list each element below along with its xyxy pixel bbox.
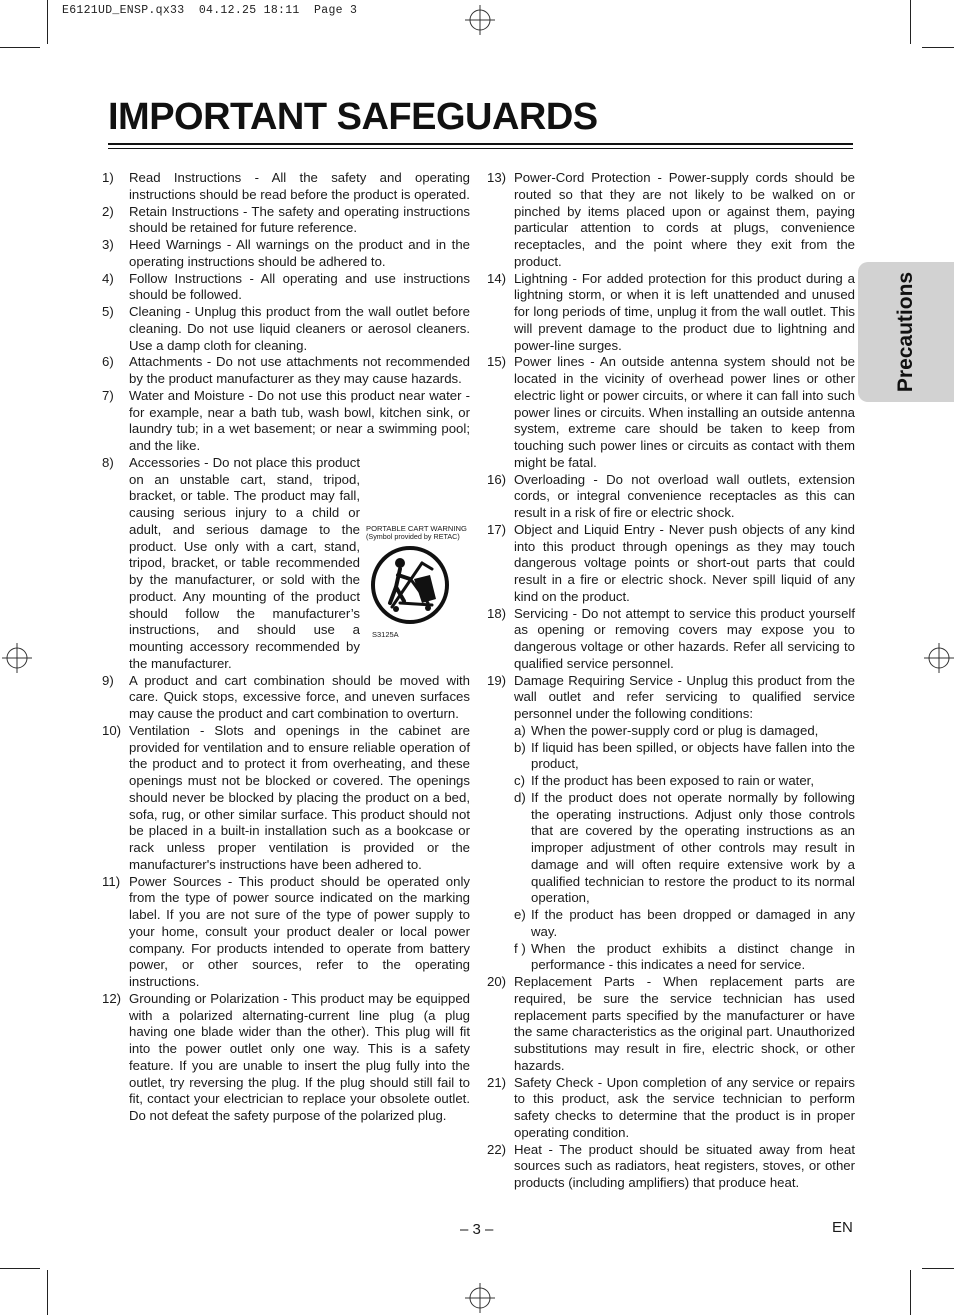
crop-mark [47, 0, 48, 44]
crop-mark [922, 47, 954, 48]
right-column [487, 170, 855, 1192]
page-number: – 3 – [460, 1221, 494, 1238]
title-rule-thick [108, 143, 853, 145]
registration-mark-icon [465, 5, 495, 35]
section-tab-precautions [858, 262, 954, 402]
tipping-cart-icon [370, 545, 450, 625]
crop-mark [922, 1268, 954, 1269]
cart-warning-subtitle: (Symbol provided by RETAC) [366, 532, 460, 542]
condition-item-d: d) If the product does not operate normally by following the operating instructions. Adjust only those controls that are covered by the operating instructions as an improper adjustment of other controls may result in damage and will often require extensive work by a qualified technician to restore the product to its normal operation, [514, 789, 855, 906]
condition-item-e: e) If the product has been dropped or damaged in any way. [514, 907, 855, 939]
safeguard-item-8: 8) PORTABLE CART WARNING (Symbol provided by RETAC) S3125A Accessories - Do not place this product on an unstable cart, stand, tripod, bracket, or table. The product may fall, causing serious injury to a child or adult, and serious damage to the product. Use only with a cart, stand, tripod, bracket, or table recommended by the manufacturer, or sold with the product. Any mounting of the product should follow the manufacturer’s instructions, and should use a mounting accessory recommended by the manufacturer. [102, 455, 470, 673]
section-tab-label: Precautions [894, 271, 917, 393]
registration-mark-icon [465, 1283, 495, 1313]
condition-item-c: c) If the product has been exposed to rain or water, [514, 773, 814, 788]
safeguard-item-12: 12) Grounding or Polarization - This product may be equipped with a polarized alternating-current line plug (a plug having one blade wider than the other). This plug will fit into the power outlet only one way. This is a safety feature. If you are unable to insert the plug fully into the outlet, try reversing the plug. If the plug should still fail to fit, contact your electrician to replace your obsolete outlet. Do not defeat the safety purpose of the polarized plug. [102, 990, 470, 1123]
safeguard-item-15: 15) Power lines - An outside antenna system should not be located in the vicinity of overhead power lines or other electric light or power circuits, or where it can fall into such power lines or circuits. When installing an outside antenna system, extreme care should be taken to keep from touching such power lines or circuits as contact with them might be fatal. [487, 354, 855, 470]
safeguard-item-7: 7) Water and Moisture - Do not use this product near water - for example, near a bath tub, wash bowl, kitchen sink, or laundry tub; in a wet basement; or near a swimming pool; and the like. [102, 387, 470, 453]
safeguard-item-6: 6) Attachments - Do not use attachments not recommended by the product manufacturer as they may cause hazards. [102, 354, 470, 386]
title-rule-thin [108, 148, 853, 149]
safeguard-item-14: 14) Lightning - For added protection for this product during a lightning storm, or when it is left unattended and unused for long periods of time, unplug it from the wall outlet. This will prevent damage to the product due to lightning and power-line surges. [487, 270, 855, 353]
print-header: E6121UD_ENSP.qx33 04.12.25 18:11 Page 3 [62, 4, 358, 17]
cart-warning-title: PORTABLE CART WARNING [366, 523, 467, 533]
page-title: IMPORTANT SAFEGUARDS [108, 96, 598, 138]
left-column [102, 170, 470, 1125]
safeguard-item-2: 2) Retain Instructions - The safety and operating instructions should be retained for future reference. [102, 203, 470, 236]
condition-item-a: a) When the power-supply cord or plug is damaged, [514, 722, 819, 738]
safeguard-item-19: 19) Damage Requiring Service - Unplug this product from the wall outlet and refer servicing to qualified service personnel under the following conditions: [487, 672, 855, 721]
safeguard-item-17: 17) Object and Liquid Entry - Never push objects of any kind into this product through openings as they may touch dangerous voltage points or short-out parts that could result in a fire or electric shock. Never spill liquid of any kind on the product. [487, 521, 855, 604]
safeguard-item-1: 1) Read Instructions - All the safety and operating instructions should be read before the product is operated. [102, 170, 470, 202]
safeguard-item-9: 9) A product and cart combination should be moved with care. Quick stops, excessive force, and uneven surfaces may cause the product and cart combination to overturn. [102, 672, 470, 721]
safeguard-item-18: 18) Servicing - Do not attempt to service this product yourself as opening or removing covers may expose you to dangerous voltage or other hazards. Refer all servicing to qualified service personnel. [487, 605, 855, 671]
portable-cart-warning [366, 525, 478, 643]
safeguard-item-11: 11) Power Sources - This product should be operated only from the type of power source indicated on the marking label. If you are not sure of the type of power supply to your home, consult your product dealer or local power company. For products intended to operate from battery power, or other sources, refer to the operating instructions. [102, 873, 470, 989]
safeguard-item-4: 4) Follow Instructions - All operating and use instructions should be followed. [102, 270, 470, 303]
crop-mark [0, 47, 40, 48]
crop-mark [910, 0, 911, 44]
crop-mark [910, 1270, 911, 1315]
registration-mark-icon [2, 643, 32, 673]
safeguard-item-13: 13) Power-Cord Protection - Power-supply cords should be routed so that they are not likely to be walked on or pinched by items placed upon or against them, paying particular attention to cords at plugs, convenience receptacles, and the point where they exit from the product. [487, 170, 855, 269]
safeguard-item-22: 22) Heat - The product should be situated away from heat sources such as radiators, heat registers, stoves, or other products (including amplifiers) that produce heat. [487, 1141, 855, 1190]
language-code: EN [832, 1219, 853, 1236]
cart-warning-code: S3125A [372, 629, 399, 639]
safeguard-item-10: 10) Ventilation - Slots and openings in the cabinet are provided for ventilation and to ensure reliable operation of the product and to protect it from overheating, and these openings must not be blocked or covered. The openings should never be blocked by placing the product on a bed, sofa, rug, or other similar surface. This product should not be placed in a built-in installation such as a bookcase or rack unless proper ventilation is provided or the manufacturer's instructions have been adhered to. [102, 722, 470, 872]
crop-mark [47, 1270, 48, 1315]
safeguard-item-20: 20) Replacement Parts - When replacement parts are required, be sure the service technician has used replacement parts specified by the manufacturer or have the same characteristics as the original part. Unauthorized substitutions may result in fire, electric shock, or other hazards. [487, 974, 855, 1073]
registration-mark-icon [924, 643, 954, 673]
safeguard-item-5: 5) Cleaning - Unplug this product from the wall outlet before cleaning. Do not use liquid cleaners or aerosol cleaners. Use a damp cloth for cleaning. [102, 304, 470, 353]
crop-mark [0, 1268, 40, 1269]
condition-item-f: f ) When the product exhibits a distinct change in performance - this indicates a need for service. [514, 940, 855, 973]
safeguard-item-3: 3) Heed Warnings - All warnings on the product and in the operating instructions should be adhered to. [102, 237, 470, 269]
safeguard-item-21: 21) Safety Check - Upon completion of any service or repairs to this product, ask the service technician to perform safety checks to determine that the product is in proper operating condition. [487, 1074, 855, 1140]
safeguard-item-16: 16) Overloading - Do not overload wall outlets, extension cords, or integral convenience receptacles as this can result in a risk of fire or electric shock. [487, 471, 855, 520]
condition-item-b: b) If liquid has been spilled, or objects have fallen into the product, [514, 739, 855, 772]
